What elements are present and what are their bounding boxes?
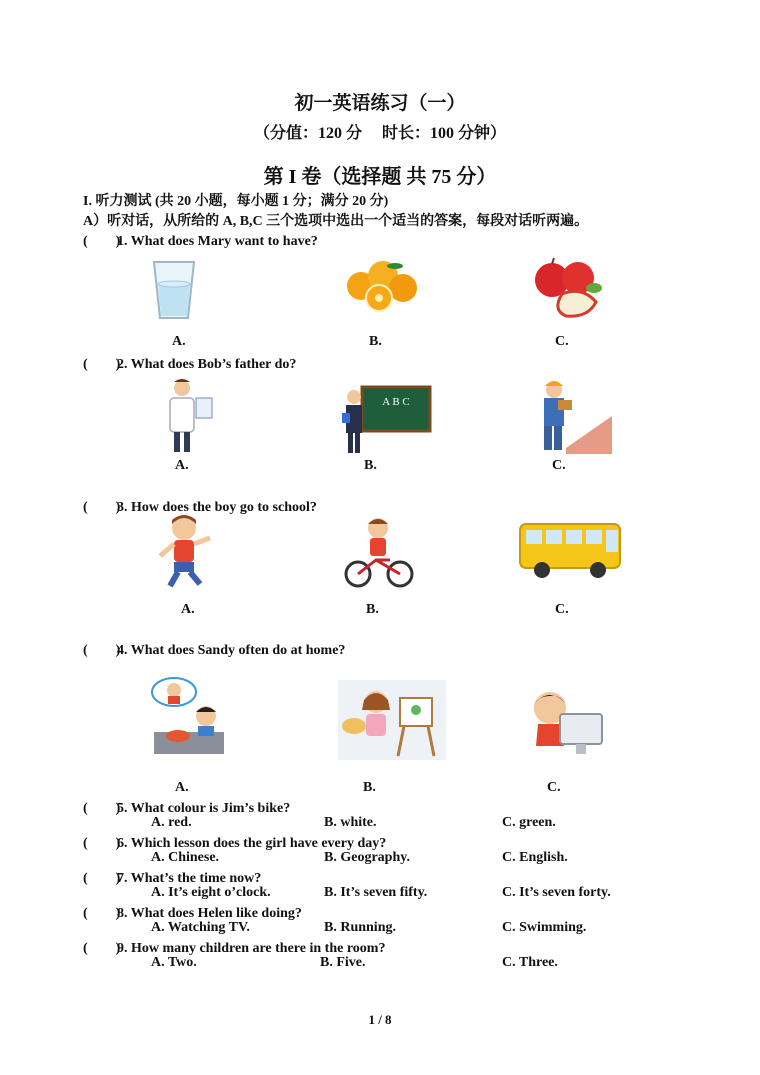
option-c-label[interactable]: C.	[555, 334, 569, 349]
option-a[interactable]: A. Chinese.	[151, 850, 220, 865]
answer-blank[interactable]: ( )	[83, 871, 121, 886]
builder-icon	[532, 376, 614, 456]
question-text: 9. How many children are there in the room?	[117, 941, 386, 956]
option-b[interactable]: B. white.	[324, 815, 377, 830]
question-text: 3. How does the boy go to school?	[117, 500, 317, 515]
bus-icon	[518, 520, 624, 582]
question-text: 5. What colour is Jim’s bike?	[117, 801, 291, 816]
question-7	[83, 867, 261, 887]
option-c-label[interactable]: C.	[547, 780, 561, 795]
answer-blank[interactable]: ( )	[83, 941, 121, 956]
page-subtitle: （分值：120 分 时长：100 分钟）	[253, 125, 506, 142]
part-heading: I. 听力测试 (共 20 小题，每小题 1 分；满分 20 分)	[83, 194, 389, 209]
computer-boy-icon	[528, 686, 606, 760]
option-a-label[interactable]: A.	[172, 334, 186, 349]
question-text: 7. What’s the time now?	[117, 871, 262, 886]
oranges-icon	[343, 256, 421, 314]
doctor-icon	[162, 376, 216, 456]
option-b-label[interactable]: B.	[366, 602, 379, 617]
glass-of-water-icon	[150, 258, 198, 322]
option-b[interactable]: B. Geography.	[324, 850, 410, 865]
blackboard-text: A B C	[382, 396, 410, 408]
question-9	[83, 937, 385, 957]
option-a[interactable]: A. red.	[151, 815, 192, 830]
bike-boy-icon	[344, 516, 414, 592]
answer-blank[interactable]: ( )	[83, 357, 121, 372]
option-c[interactable]: C. green.	[502, 815, 556, 830]
page-number: 1 / 8	[368, 1012, 392, 1027]
question-text: 2. What does Bob’s father do?	[117, 357, 297, 372]
option-c[interactable]: C. English.	[502, 850, 568, 865]
question-text: 8. What does Helen like doing?	[117, 906, 302, 921]
question-5	[83, 797, 290, 817]
answer-blank[interactable]: ( )	[83, 836, 121, 851]
answer-blank[interactable]: ( )	[83, 500, 121, 515]
section-title: 第 I 卷（选择题 共 75 分）	[263, 166, 497, 188]
question-1	[83, 230, 318, 250]
apples-icon	[522, 256, 606, 320]
answer-blank[interactable]: ( )	[83, 234, 121, 249]
option-a[interactable]: A. It’s eight o’clock.	[151, 885, 271, 900]
teacher-icon	[340, 383, 432, 455]
phone-call-icon	[150, 676, 226, 758]
question-3	[83, 496, 317, 516]
answer-blank[interactable]: ( )	[83, 801, 121, 816]
answer-blank[interactable]: ( )	[83, 906, 121, 921]
option-b-label[interactable]: B.	[369, 334, 382, 349]
question-6	[83, 832, 386, 852]
question-2	[83, 353, 296, 373]
painting-girl-icon	[338, 680, 446, 760]
walking-boy-icon	[156, 514, 214, 590]
option-a-label[interactable]: A.	[175, 458, 189, 473]
option-c[interactable]: C. Three.	[502, 955, 558, 970]
question-text: 6. Which lesson does the girl have every day?	[117, 836, 387, 851]
option-c[interactable]: C. It’s seven forty.	[502, 885, 611, 900]
option-b-label[interactable]: B.	[363, 780, 376, 795]
option-c[interactable]: C. Swimming.	[502, 920, 587, 935]
option-a[interactable]: A. Two.	[151, 955, 197, 970]
option-c-label[interactable]: C.	[552, 458, 566, 473]
page-title: 初一英语练习（一）	[294, 93, 466, 114]
option-a-label[interactable]: A.	[181, 602, 195, 617]
question-4	[83, 639, 345, 659]
question-text: 4. What does Sandy often do at home?	[117, 643, 346, 658]
option-b[interactable]: B. Running.	[324, 920, 396, 935]
option-b[interactable]: B. Five.	[320, 955, 366, 970]
option-b[interactable]: B. It’s seven fifty.	[324, 885, 428, 900]
option-a[interactable]: A. Watching TV.	[151, 920, 250, 935]
question-text: 1. What does Mary want to have?	[117, 234, 318, 249]
option-b-label[interactable]: B.	[364, 458, 377, 473]
answer-blank[interactable]: ( )	[83, 643, 121, 658]
option-c-label[interactable]: C.	[555, 602, 569, 617]
question-8	[83, 902, 302, 922]
option-a-label[interactable]: A.	[175, 780, 189, 795]
part-instructions: A）听对话，从所给的 A, B,C 三个选项中选出一个适当的答案，每段对话听两遍。	[83, 214, 589, 229]
